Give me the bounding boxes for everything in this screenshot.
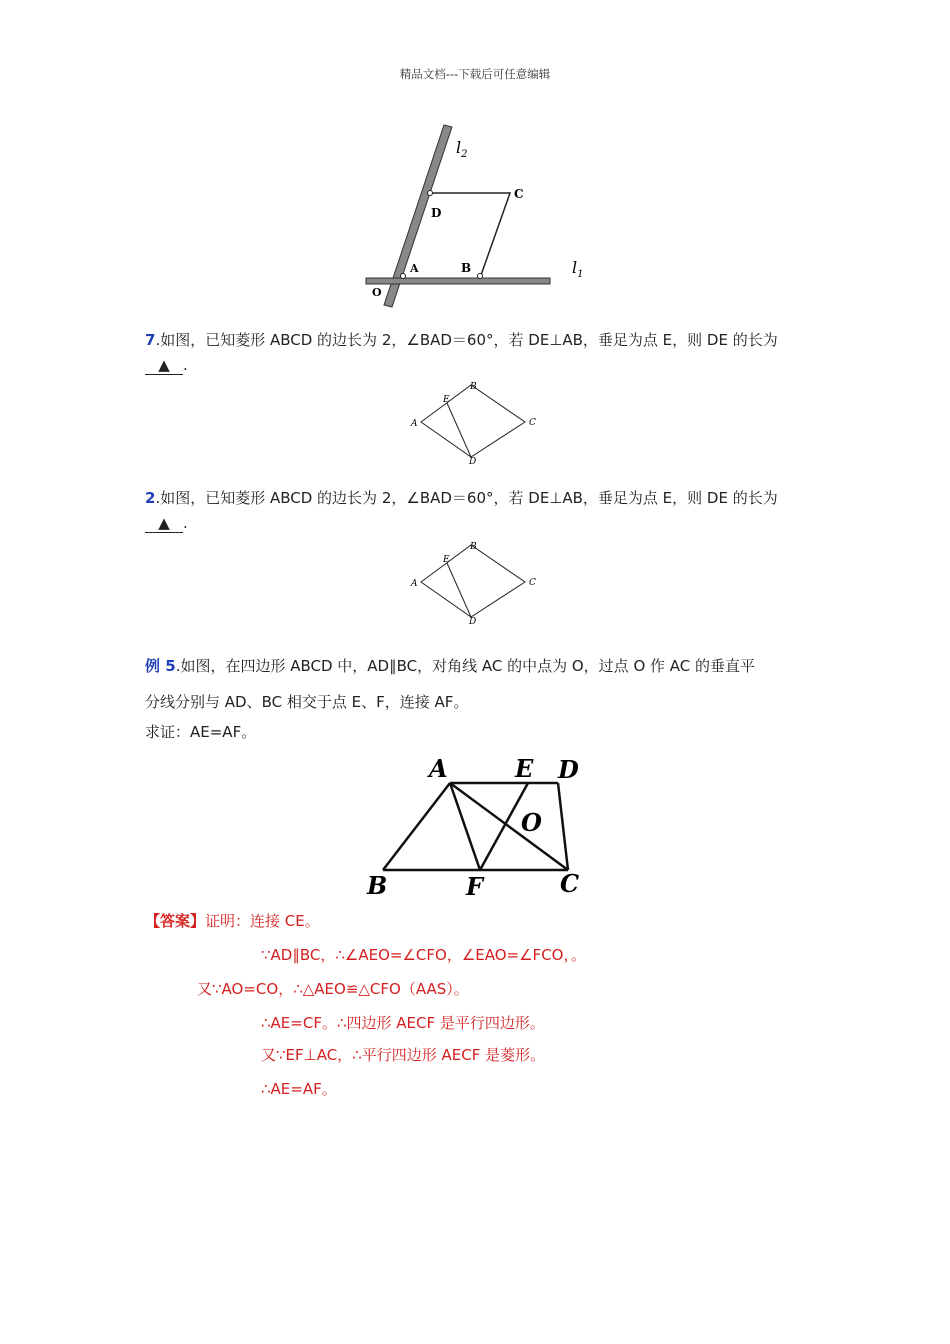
label-b: B [470,382,477,392]
vertex-b [478,274,483,279]
label-e: E [515,754,534,783]
label-b: B [470,542,477,552]
label-d: D [469,617,477,625]
answer-blank: ▲ [145,356,183,375]
answer-line-1 [145,910,320,931]
question-end: . [183,356,188,374]
rhombus-figure-1 [405,380,545,465]
answer-line-5: 又∵EF⊥AC，∴平行四边形 AECF 是菱形。 [261,1046,546,1064]
label-e: E [443,395,450,405]
example-text-2: 分线分别与 AD、BC 相交于点 E、F，连接 AF。 [145,693,469,711]
question-7 [145,328,810,378]
question-end: . [183,514,188,532]
label-d: D [431,206,442,220]
question-number: 2 [145,489,156,507]
page-header: 精品文档---下载后可任意编辑 [399,67,551,81]
example-text-1: .如图，在四边形 ABCD 中，AD∥BC，对角线 AC 的中点为 O，过点 O 作 AC 的垂直平 [175,657,756,675]
label-c: C [529,418,536,428]
answer-line-3: 又∵AO=CO，∴△AEO≌△CFO（AAS）。 [197,980,469,998]
example-line-1 [145,648,810,684]
label-d: D [558,755,579,784]
label-o: O [372,286,382,299]
answer-line-2: ∵AD∥BC，∴∠AEO=∠CFO，∠EAO=∠FCO，。 [261,946,586,964]
label-c: C [514,187,524,201]
question-text: .如图，已知菱形 ABCD 的边长为 2，∠BAD＝60°，若 DE⊥AB，垂足为点 E，则 DE 的长为 [155,489,778,507]
label-a: A [411,579,418,589]
figure-lines-parallelogram [360,120,600,320]
answer-line-4: ∴AE=CF。∴四边形 AECF 是平行四边形。 [261,1014,545,1032]
line-l1 [366,278,550,284]
question-2 [145,486,810,536]
example-number: 例 5 [145,657,176,675]
label-c: C [560,869,580,898]
answer-line-6: ∴AE=AF。 [261,1080,337,1098]
label-b: B [367,871,388,900]
figure-trapezoid [360,752,620,902]
label-b: B [461,261,472,275]
vertex-a [401,274,406,279]
answer-blank: ▲ [145,514,183,533]
question-text: .如图，已知菱形 ABCD 的边长为 2，∠BAD＝60°，若 DE⊥AB，垂足为点 E，则 DE 的长为 [155,331,778,349]
label-e: E [443,555,450,565]
answer-label: 【答案】 [145,912,206,930]
question-number: 7 [145,331,156,349]
label-d: D [469,457,477,465]
label-a: A [429,754,448,783]
rhombus-figure-2 [405,540,545,625]
label-l2: $l_2$ [456,138,468,160]
answer-text-1: 证明：连接 CE。 [205,912,320,930]
example-5 [145,648,810,720]
label-c: C [529,578,536,588]
label-l1: $l_1$ [572,258,584,280]
label-a: A [410,262,419,275]
label-a: A [411,419,418,429]
vertex-d [428,191,433,196]
label-o: O [521,808,542,837]
prove-statement: 求证：AE=AF。 [145,723,257,741]
label-f: F [466,872,484,901]
